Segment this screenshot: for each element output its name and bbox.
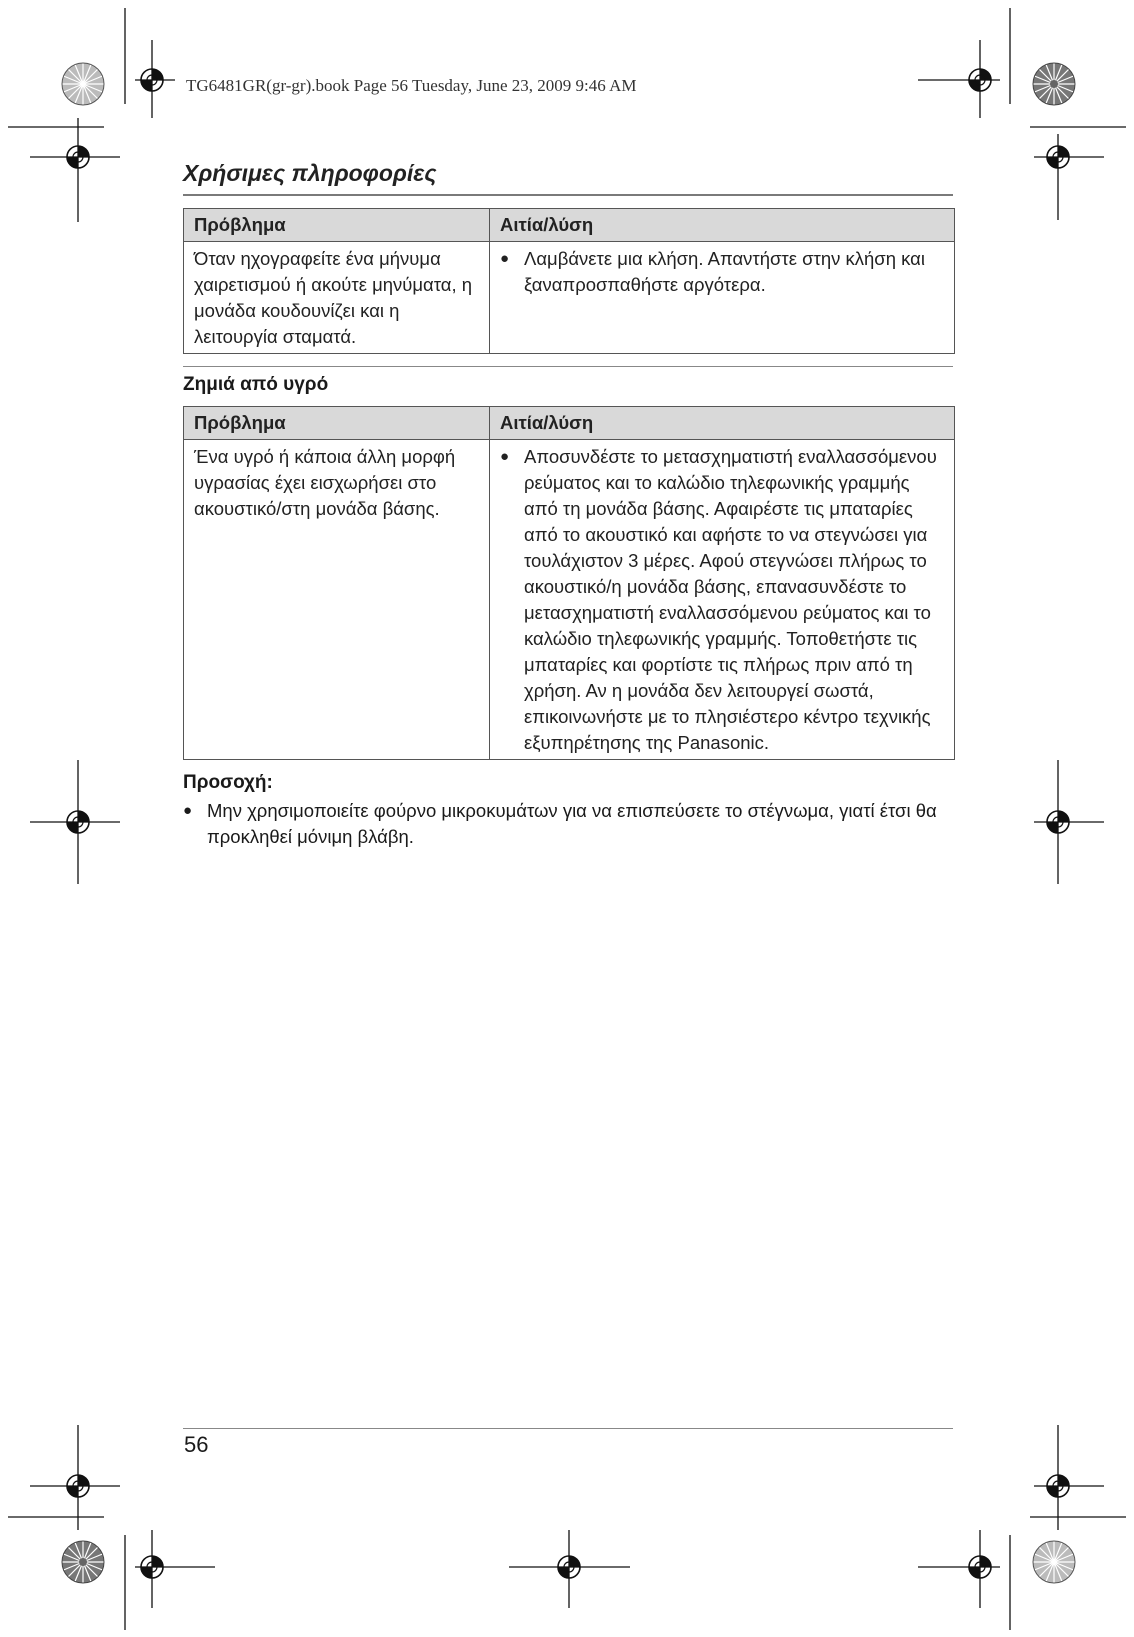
print-header: TG6481GR(gr-gr).book Page 56 Tuesday, June 23, 2009 9:46 AM (186, 76, 637, 95)
column-header-problem: Πρόβλημα (184, 209, 490, 242)
page-number: 56 (184, 1432, 209, 1457)
section-title: Χρήσιμες πληροφορίες (183, 160, 437, 186)
solution-text: Λαμβάνετε μια κλήση. Απαντήστε στην κλήση και ξαναπροσπαθήστε αργότερα. (524, 248, 925, 295)
table-row (184, 242, 955, 354)
troubleshooting-table-2 (183, 406, 955, 760)
problem-cell: Ένα υγρό ή κάποια άλλη μορφή υγρασίας έχει εισχωρήσει στο ακουστικό/στη μονάδα βάσης. (184, 440, 490, 760)
solution-text: Αποσυνδέστε το μετασχηματιστή εναλλασσόμενου ρεύματος και το καλώδιο τηλεφωνικής γραμμής από τη μονάδα βάσης. Αφαιρέστε τις μπαταρίες από το ακουστικό και αφήστε το να στεγνώσει για τουλάχιστον 3 μέρες. Αφού στεγνώσει πλήρως το ακουστικό/η μονάδα βάσης, επανασυνδέστε το μετασχηματιστή εναλλασσόμενου ρεύματος και το καλώδιο τηλεφωνικής γραμμής. Τοποθετήστε τις μπαταρίες και φορτίστε τις πλήρως πριν από τη χρήση. Αν η μονάδα δεν λειτουργεί σωστά, επικοινωνήστε με το πλησιέστερο κέντρο τεχνικής εξυπηρέτησης της Panasonic. (524, 446, 937, 753)
table-row (184, 440, 955, 760)
subheading-liquid-damage: Ζημιά από υγρό (183, 374, 329, 395)
bullet-icon: ● (500, 250, 510, 267)
solution-cell (490, 440, 955, 760)
caution-heading: Προσοχή: (183, 772, 273, 793)
column-header-problem: Πρόβλημα (184, 407, 490, 440)
footer-rule (183, 1428, 953, 1429)
caution-item (183, 798, 963, 850)
title-rule (183, 194, 953, 196)
caution-text: Μην χρησιμοποιείτε φούρνο μικροκυμάτων για να επισπεύσετε το στέγνωμα, γιατί έτσι θα προκληθεί μόνιμη βλάβη. (207, 800, 937, 847)
bullet-icon: ● (183, 802, 193, 819)
bullet-icon: ● (500, 448, 510, 465)
column-header-cause: Αιτία/λύση (490, 407, 955, 440)
column-header-cause: Αιτία/λύση (490, 209, 955, 242)
problem-cell: Όταν ηχογραφείτε ένα μήνυμα χαιρετισμού ή ακούτε μηνύματα, η μονάδα κουδουνίζει και η λειτουργία σταματά. (184, 242, 490, 354)
troubleshooting-table-1 (183, 208, 955, 354)
solution-cell (490, 242, 955, 354)
section-rule (183, 366, 953, 367)
